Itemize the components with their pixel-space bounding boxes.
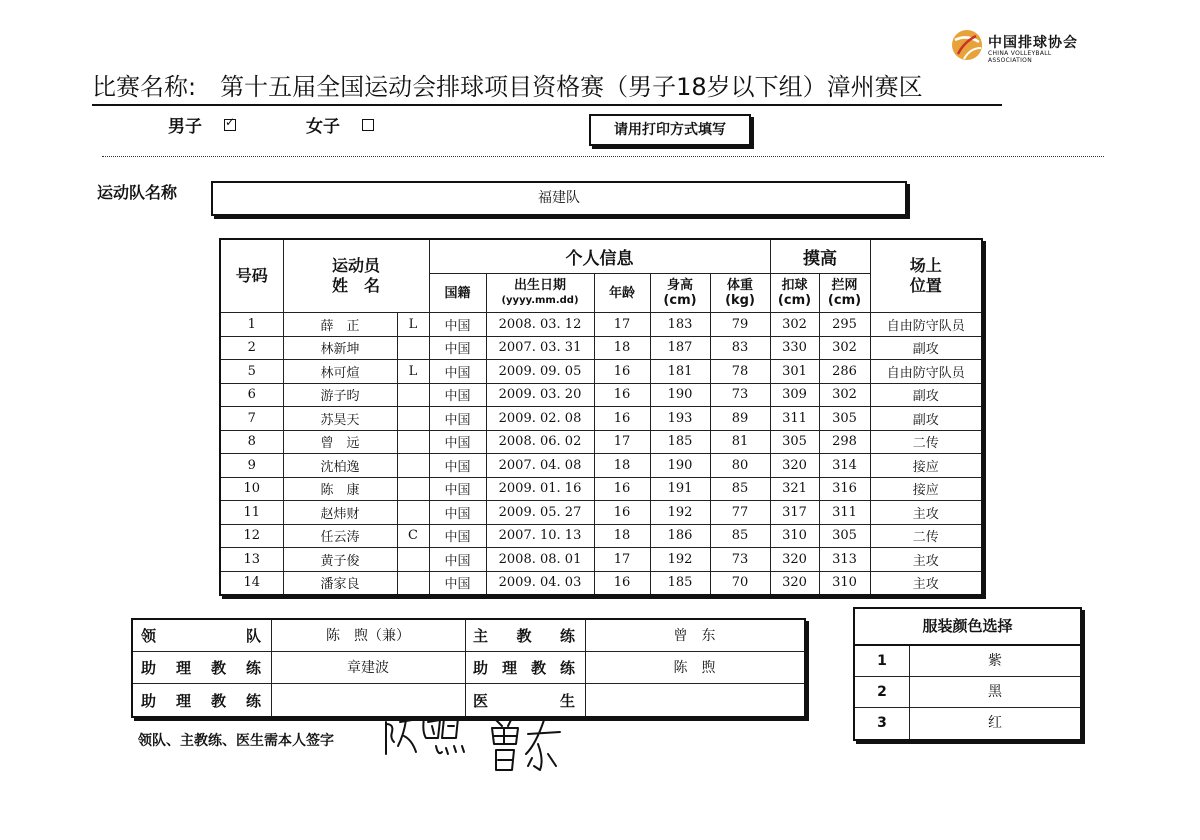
player-birthdate: 2009. 05. 27 — [486, 501, 594, 525]
player-age: 17 — [594, 430, 650, 454]
player-block-reach: 298 — [819, 430, 870, 454]
player-birthdate: 2009. 04. 03 — [486, 571, 594, 595]
player-weight: 80 — [710, 454, 770, 478]
player-position: 二传 — [870, 524, 982, 548]
staff-value-doctor[interactable] — [585, 684, 804, 716]
competition-title-text: 第十五届全国运动会排球项目资格赛（男子18岁以下组）漳州赛区 — [220, 73, 923, 101]
table-row — [220, 501, 982, 525]
player-role-mark — [397, 501, 429, 525]
player-height: 193 — [650, 407, 710, 431]
player-age: 18 — [594, 524, 650, 548]
player-spike-reach: 320 — [770, 571, 819, 595]
table-row — [220, 430, 982, 454]
player-spike-reach: 310 — [770, 524, 819, 548]
player-name: 陈 康 — [283, 477, 397, 501]
player-block-reach: 316 — [819, 477, 870, 501]
player-nationality: 中国 — [429, 407, 486, 431]
logo-name: 中国排球协会 — [988, 35, 1078, 51]
header-birth-format: (yyyy.mm.dd) — [501, 295, 579, 306]
header-athlete-line1: 运动员 — [331, 256, 380, 275]
uniform-color-value: 紫 — [988, 653, 1002, 669]
player-age: 18 — [594, 336, 650, 360]
roster-table — [219, 238, 983, 596]
player-name: 林可煊 — [283, 360, 397, 384]
staff-role-head-coach — [465, 620, 585, 652]
player-block-reach: 295 — [819, 313, 870, 337]
table-row — [220, 407, 982, 431]
male-checkbox[interactable] — [224, 119, 236, 131]
player-nationality: 中国 — [429, 336, 486, 360]
header-birth — [486, 274, 594, 313]
player-role-mark — [397, 571, 429, 595]
table-row — [220, 336, 982, 360]
player-name: 林新坤 — [283, 336, 397, 360]
player-number: 1 — [220, 313, 283, 337]
player-weight: 83 — [710, 336, 770, 360]
role-char: 理 — [175, 691, 191, 710]
staff-role-assistant-coach-2 — [465, 652, 585, 684]
player-block-reach: 302 — [819, 383, 870, 407]
player-block-reach: 314 — [819, 454, 870, 478]
uniform-color-table — [853, 607, 1082, 741]
player-height: 190 — [650, 454, 710, 478]
player-role-mark — [397, 407, 429, 431]
player-block-reach: 302 — [819, 336, 870, 360]
player-birthdate: 2007. 03. 31 — [486, 336, 594, 360]
player-birthdate: 2007. 04. 08 — [486, 454, 594, 478]
gender-male — [168, 112, 236, 137]
header-height-unit: (cm) — [663, 293, 697, 308]
signature-instruction: 领队、主教练、医生需本人签字 — [138, 733, 334, 749]
player-height: 187 — [650, 336, 710, 360]
table-row — [220, 454, 982, 478]
gender-male-label: 男子 — [168, 117, 202, 137]
player-nationality: 中国 — [429, 454, 486, 478]
uniform-color-title: 服装颜色选择 — [855, 609, 1080, 646]
player-nationality: 中国 — [429, 571, 486, 595]
player-spike-reach: 320 — [770, 548, 819, 572]
player-position: 主攻 — [870, 571, 982, 595]
player-weight: 78 — [710, 360, 770, 384]
uniform-color-index: 2 — [855, 677, 910, 708]
uniform-color-row[interactable] — [855, 677, 1080, 708]
roster-body — [220, 313, 982, 596]
player-position: 接应 — [870, 454, 982, 478]
header-weight-unit: (kg) — [725, 293, 755, 308]
player-height: 186 — [650, 524, 710, 548]
player-birthdate: 2007. 10. 13 — [486, 524, 594, 548]
player-nationality: 中国 — [429, 477, 486, 501]
role-char: 主 — [473, 627, 489, 645]
role-char: 教 — [530, 659, 546, 677]
header-personal-info: 个人信息 — [429, 239, 770, 274]
header-athlete-name — [283, 239, 429, 313]
team-name-field[interactable]: 福建队 — [211, 181, 907, 216]
player-position: 自由防守队员 — [870, 360, 982, 384]
player-spike-reach: 301 — [770, 360, 819, 384]
player-birthdate: 2008. 08. 01 — [486, 548, 594, 572]
gender-female-label: 女子 — [306, 117, 340, 137]
table-row — [220, 360, 982, 384]
player-block-reach: 311 — [819, 501, 870, 525]
role-char: 练 — [559, 659, 575, 677]
volleyball-logo-icon — [950, 28, 984, 62]
header-spike-line1: 扣球 — [781, 278, 808, 293]
player-block-reach: 313 — [819, 548, 870, 572]
header-spike-unit: (cm) — [777, 293, 812, 308]
role-char: 领 — [141, 627, 157, 645]
player-height: 183 — [650, 313, 710, 337]
staff-row — [133, 620, 804, 652]
uniform-color-row[interactable] — [855, 708, 1080, 739]
table-row — [220, 313, 982, 337]
player-height: 185 — [650, 430, 710, 454]
player-role-mark — [397, 383, 429, 407]
player-nationality: 中国 — [429, 430, 486, 454]
player-birthdate: 2009. 03. 20 — [486, 383, 594, 407]
player-age: 16 — [594, 407, 650, 431]
player-block-reach: 305 — [819, 407, 870, 431]
header-block-line1: 拦网 — [831, 278, 858, 293]
player-role-mark: L — [397, 313, 429, 337]
header-position-line1: 场上 — [909, 256, 942, 275]
player-nationality: 中国 — [429, 548, 486, 572]
player-number: 12 — [220, 524, 283, 548]
header-spike — [770, 274, 819, 313]
staff-role-team-leader — [133, 620, 271, 652]
table-row — [220, 548, 982, 572]
player-number: 9 — [220, 454, 283, 478]
player-weight: 70 — [710, 571, 770, 595]
player-position: 副攻 — [870, 336, 982, 360]
association-logo — [950, 28, 1090, 66]
header-block-unit: (cm) — [827, 293, 862, 308]
player-block-reach: 310 — [819, 571, 870, 595]
uniform-color-index: 1 — [855, 646, 910, 677]
player-height: 190 — [650, 383, 710, 407]
role-char: 助 — [141, 691, 157, 710]
player-role-mark — [397, 454, 429, 478]
player-spike-reach: 317 — [770, 501, 819, 525]
player-age: 16 — [594, 501, 650, 525]
player-spike-reach: 321 — [770, 477, 819, 501]
gender-female — [306, 112, 374, 137]
player-age: 18 — [594, 454, 650, 478]
player-height: 181 — [650, 360, 710, 384]
team-name-label: 运动队名称 — [97, 183, 178, 202]
player-name: 潘家良 — [283, 571, 397, 595]
player-role-mark — [397, 430, 429, 454]
player-number: 8 — [220, 430, 283, 454]
player-age: 16 — [594, 383, 650, 407]
player-role-mark — [397, 477, 429, 501]
role-char: 练 — [559, 627, 575, 645]
player-number: 2 — [220, 336, 283, 360]
player-spike-reach: 305 — [770, 430, 819, 454]
header-weight — [710, 274, 770, 313]
player-name: 薛 正 — [283, 313, 397, 337]
dotted-divider — [102, 156, 1104, 157]
staff-role-assistant-coach — [133, 652, 271, 684]
header-block — [819, 274, 870, 313]
header-birth-line1: 出生日期 — [513, 278, 566, 293]
player-height: 192 — [650, 501, 710, 525]
header-position — [870, 239, 982, 313]
player-block-reach: 286 — [819, 360, 870, 384]
player-name: 游子昀 — [283, 383, 397, 407]
player-age: 17 — [594, 313, 650, 337]
player-number: 11 — [220, 501, 283, 525]
player-name: 沈柏逸 — [283, 454, 397, 478]
table-row — [220, 571, 982, 595]
role-char: 医 — [473, 691, 489, 710]
role-char: 教 — [210, 691, 226, 710]
uniform-color-index: 3 — [855, 708, 910, 739]
header-height — [650, 274, 710, 313]
player-birthdate: 2009. 09. 05 — [486, 360, 594, 384]
player-name: 赵炜财 — [283, 501, 397, 525]
player-nationality: 中国 — [429, 360, 486, 384]
player-number: 13 — [220, 548, 283, 572]
player-spike-reach: 309 — [770, 383, 819, 407]
table-row — [220, 383, 982, 407]
role-char: 教 — [516, 627, 532, 645]
role-char: 助 — [141, 659, 157, 677]
role-char: 队 — [245, 627, 261, 645]
player-number: 10 — [220, 477, 283, 501]
role-char: 练 — [245, 691, 261, 710]
player-weight: 77 — [710, 501, 770, 525]
player-position: 副攻 — [870, 407, 982, 431]
player-weight: 85 — [710, 477, 770, 501]
player-age: 17 — [594, 548, 650, 572]
staff-divider — [465, 620, 466, 716]
player-role-mark — [397, 548, 429, 572]
player-nationality: 中国 — [429, 524, 486, 548]
player-position: 自由防守队员 — [870, 313, 982, 337]
player-height: 191 — [650, 477, 710, 501]
player-height: 185 — [650, 571, 710, 595]
player-block-reach: 305 — [819, 524, 870, 548]
player-birthdate: 2009. 01. 16 — [486, 477, 594, 501]
player-weight: 89 — [710, 407, 770, 431]
player-birthdate: 2009. 02. 08 — [486, 407, 594, 431]
player-role-mark: L — [397, 360, 429, 384]
player-age: 16 — [594, 571, 650, 595]
player-name: 曾 远 — [283, 430, 397, 454]
player-nationality: 中国 — [429, 313, 486, 337]
player-role-mark — [397, 336, 429, 360]
player-birthdate: 2008. 06. 02 — [486, 430, 594, 454]
player-name: 苏昊天 — [283, 407, 397, 431]
header-position-line2: 位置 — [909, 276, 942, 295]
player-nationality: 中国 — [429, 501, 486, 525]
player-name: 任云涛 — [283, 524, 397, 548]
print-instruction-box: 请用打印方式填写 — [589, 114, 751, 146]
player-nationality: 中国 — [429, 383, 486, 407]
role-char: 理 — [175, 659, 191, 677]
header-nationality: 国籍 — [429, 274, 486, 313]
role-char: 理 — [501, 659, 517, 677]
header-age: 年龄 — [594, 274, 650, 313]
header-weight-line1: 体重 — [726, 278, 753, 293]
signature-head-coach — [488, 714, 572, 776]
competition-title — [92, 70, 1002, 106]
player-age: 16 — [594, 477, 650, 501]
player-role-mark: C — [397, 524, 429, 548]
player-number: 7 — [220, 407, 283, 431]
player-position: 二传 — [870, 430, 982, 454]
uniform-color-value: 黑 — [988, 684, 1002, 700]
staff-value-assistant-coach-2[interactable]: 陈 煦 — [585, 652, 804, 684]
player-position: 副攻 — [870, 383, 982, 407]
staff-role-assistant-coach-3 — [133, 684, 271, 716]
role-char: 练 — [245, 659, 261, 677]
staff-value-assistant-coach[interactable]: 章建波 — [271, 652, 465, 684]
staff-value-head-coach[interactable]: 曾 东 — [585, 620, 804, 652]
player-weight: 79 — [710, 313, 770, 337]
staff-row — [133, 652, 804, 684]
player-spike-reach: 330 — [770, 336, 819, 360]
staff-row — [133, 684, 804, 716]
player-name: 黄子俊 — [283, 548, 397, 572]
player-weight: 73 — [710, 548, 770, 572]
player-spike-reach: 302 — [770, 313, 819, 337]
logo-subtitle: CHINA VOLLEYBALL ASSOCIATION — [988, 50, 1052, 64]
role-char: 教 — [210, 659, 226, 677]
staff-value-team-leader[interactable]: 陈 煦（兼） — [271, 620, 465, 652]
player-spike-reach: 320 — [770, 454, 819, 478]
player-weight: 81 — [710, 430, 770, 454]
header-height-line1: 身高 — [666, 278, 693, 293]
player-weight: 73 — [710, 383, 770, 407]
table-row — [220, 524, 982, 548]
female-checkbox[interactable] — [362, 119, 374, 131]
uniform-color-row[interactable] — [855, 646, 1080, 677]
player-position: 主攻 — [870, 501, 982, 525]
staff-divider — [585, 620, 586, 716]
staff-divider — [271, 620, 272, 716]
header-number: 号码 — [220, 239, 283, 313]
player-age: 16 — [594, 360, 650, 384]
player-position: 主攻 — [870, 548, 982, 572]
table-row — [220, 477, 982, 501]
uniform-color-value: 红 — [988, 715, 1002, 731]
player-position: 接应 — [870, 477, 982, 501]
player-weight: 85 — [710, 524, 770, 548]
player-spike-reach: 311 — [770, 407, 819, 431]
player-number: 6 — [220, 383, 283, 407]
player-height: 192 — [650, 548, 710, 572]
header-athlete-line2: 姓 名 — [331, 276, 380, 295]
staff-role-doctor — [465, 684, 585, 716]
player-birthdate: 2008. 03. 12 — [486, 313, 594, 337]
role-char: 助 — [473, 659, 489, 677]
header-reach: 摸高 — [770, 239, 870, 274]
staff-table — [131, 618, 806, 718]
signature-team-leader — [378, 712, 468, 762]
competition-title-label: 比赛名称: — [92, 73, 197, 101]
player-number: 5 — [220, 360, 283, 384]
player-number: 14 — [220, 571, 283, 595]
role-char: 生 — [559, 691, 575, 710]
